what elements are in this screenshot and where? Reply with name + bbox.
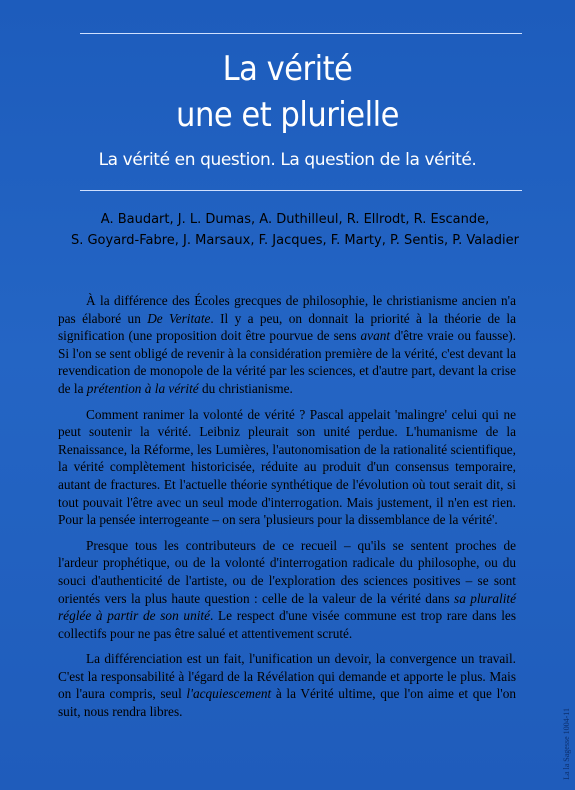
top-rule	[80, 33, 522, 34]
paragraph-1: À la différence des Écoles grecques de philosophie, le christianisme ancien n'a pas élaboré un De Veritate. Il y a peu, on donnait la priorité à la théorie de la signification (une proposition doit être pourvue de sens avant d'être vraie ou fausse). Si l'on se sent obligé de revenir à la considération première de la vérité, c'est devant la revendication de monopole de la vérité par les sciences, et d'autre part, devant la crise de la prétention à la vérité du christianisme.	[58, 293, 516, 396]
back-cover-text	[58, 292, 516, 729]
middle-rule	[80, 190, 522, 191]
book-title-line-2: une et plurielle	[176, 95, 399, 135]
paragraph-4: La différenciation est un fait, l'unification un devoir, la convergence un travail. C'est la responsabilité à l'égard de la Révélation qui demande et apporte le plus. Mais on l'aura compris, seul l'acquiescement à la Vérité ultime, que l'on aime et que l'on suit, nous rendra libres.	[58, 651, 516, 720]
authors-line-2: S. Goyard-Fabre, J. Marsaux, F. Jacques, F. Marty, P. Sentis, P. Valadier	[70, 233, 520, 248]
book-title-line-1: La vérité	[222, 49, 353, 89]
paragraph-2: Comment ranimer la volonté de vérité ? Pascal appelait 'malingre' celui qui ne peut soutenir la vérité. Leibniz pleurait son unité perdue. L'humanisme de la Renaissance, la Réforme, les Lumières, l'autonomisation de la rationalité scientifique, la vérité complètement historicisée, réduite au produit d'un consensus temporaire, autant de fractures. Et l'actuelle théorie synthétique de l'évolution où tout serait dit, si tout pouvait l'être avec un seul mode d'interrogation. Mais justement, il n'en est rien. Pour la pensée interrogeante – on sera 'plusieurs pour la dissemblance de la vérité'.	[58, 406, 516, 528]
book-subtitle: La vérité en question. La question de la vérité.	[98, 150, 477, 170]
paragraph-3: Presque tous les contributeurs de ce recueil – qu'ils se sentent proches de l'ardeur prophétique, ou de la volonté d'interrogation radicale du philosophe, ou du souci d'authenticité de l'artiste, ou de l'exploration des sciences positives – se sont orientés vers la plus haute question : celle de la valeur de la vérité dans sa pluralité réglée à partir de son unité. Le respect d'une visée commune est trop rare dans les collectifs pour ne pas être salué et attentivement scruté.	[58, 537, 517, 641]
spine-imprint: La la Sagesse 1004-11	[562, 708, 571, 780]
authors-line-1: A. Baudart, J. L. Dumas, A. Duthilleul, R. Ellrodt, R. Escande,	[100, 212, 490, 227]
